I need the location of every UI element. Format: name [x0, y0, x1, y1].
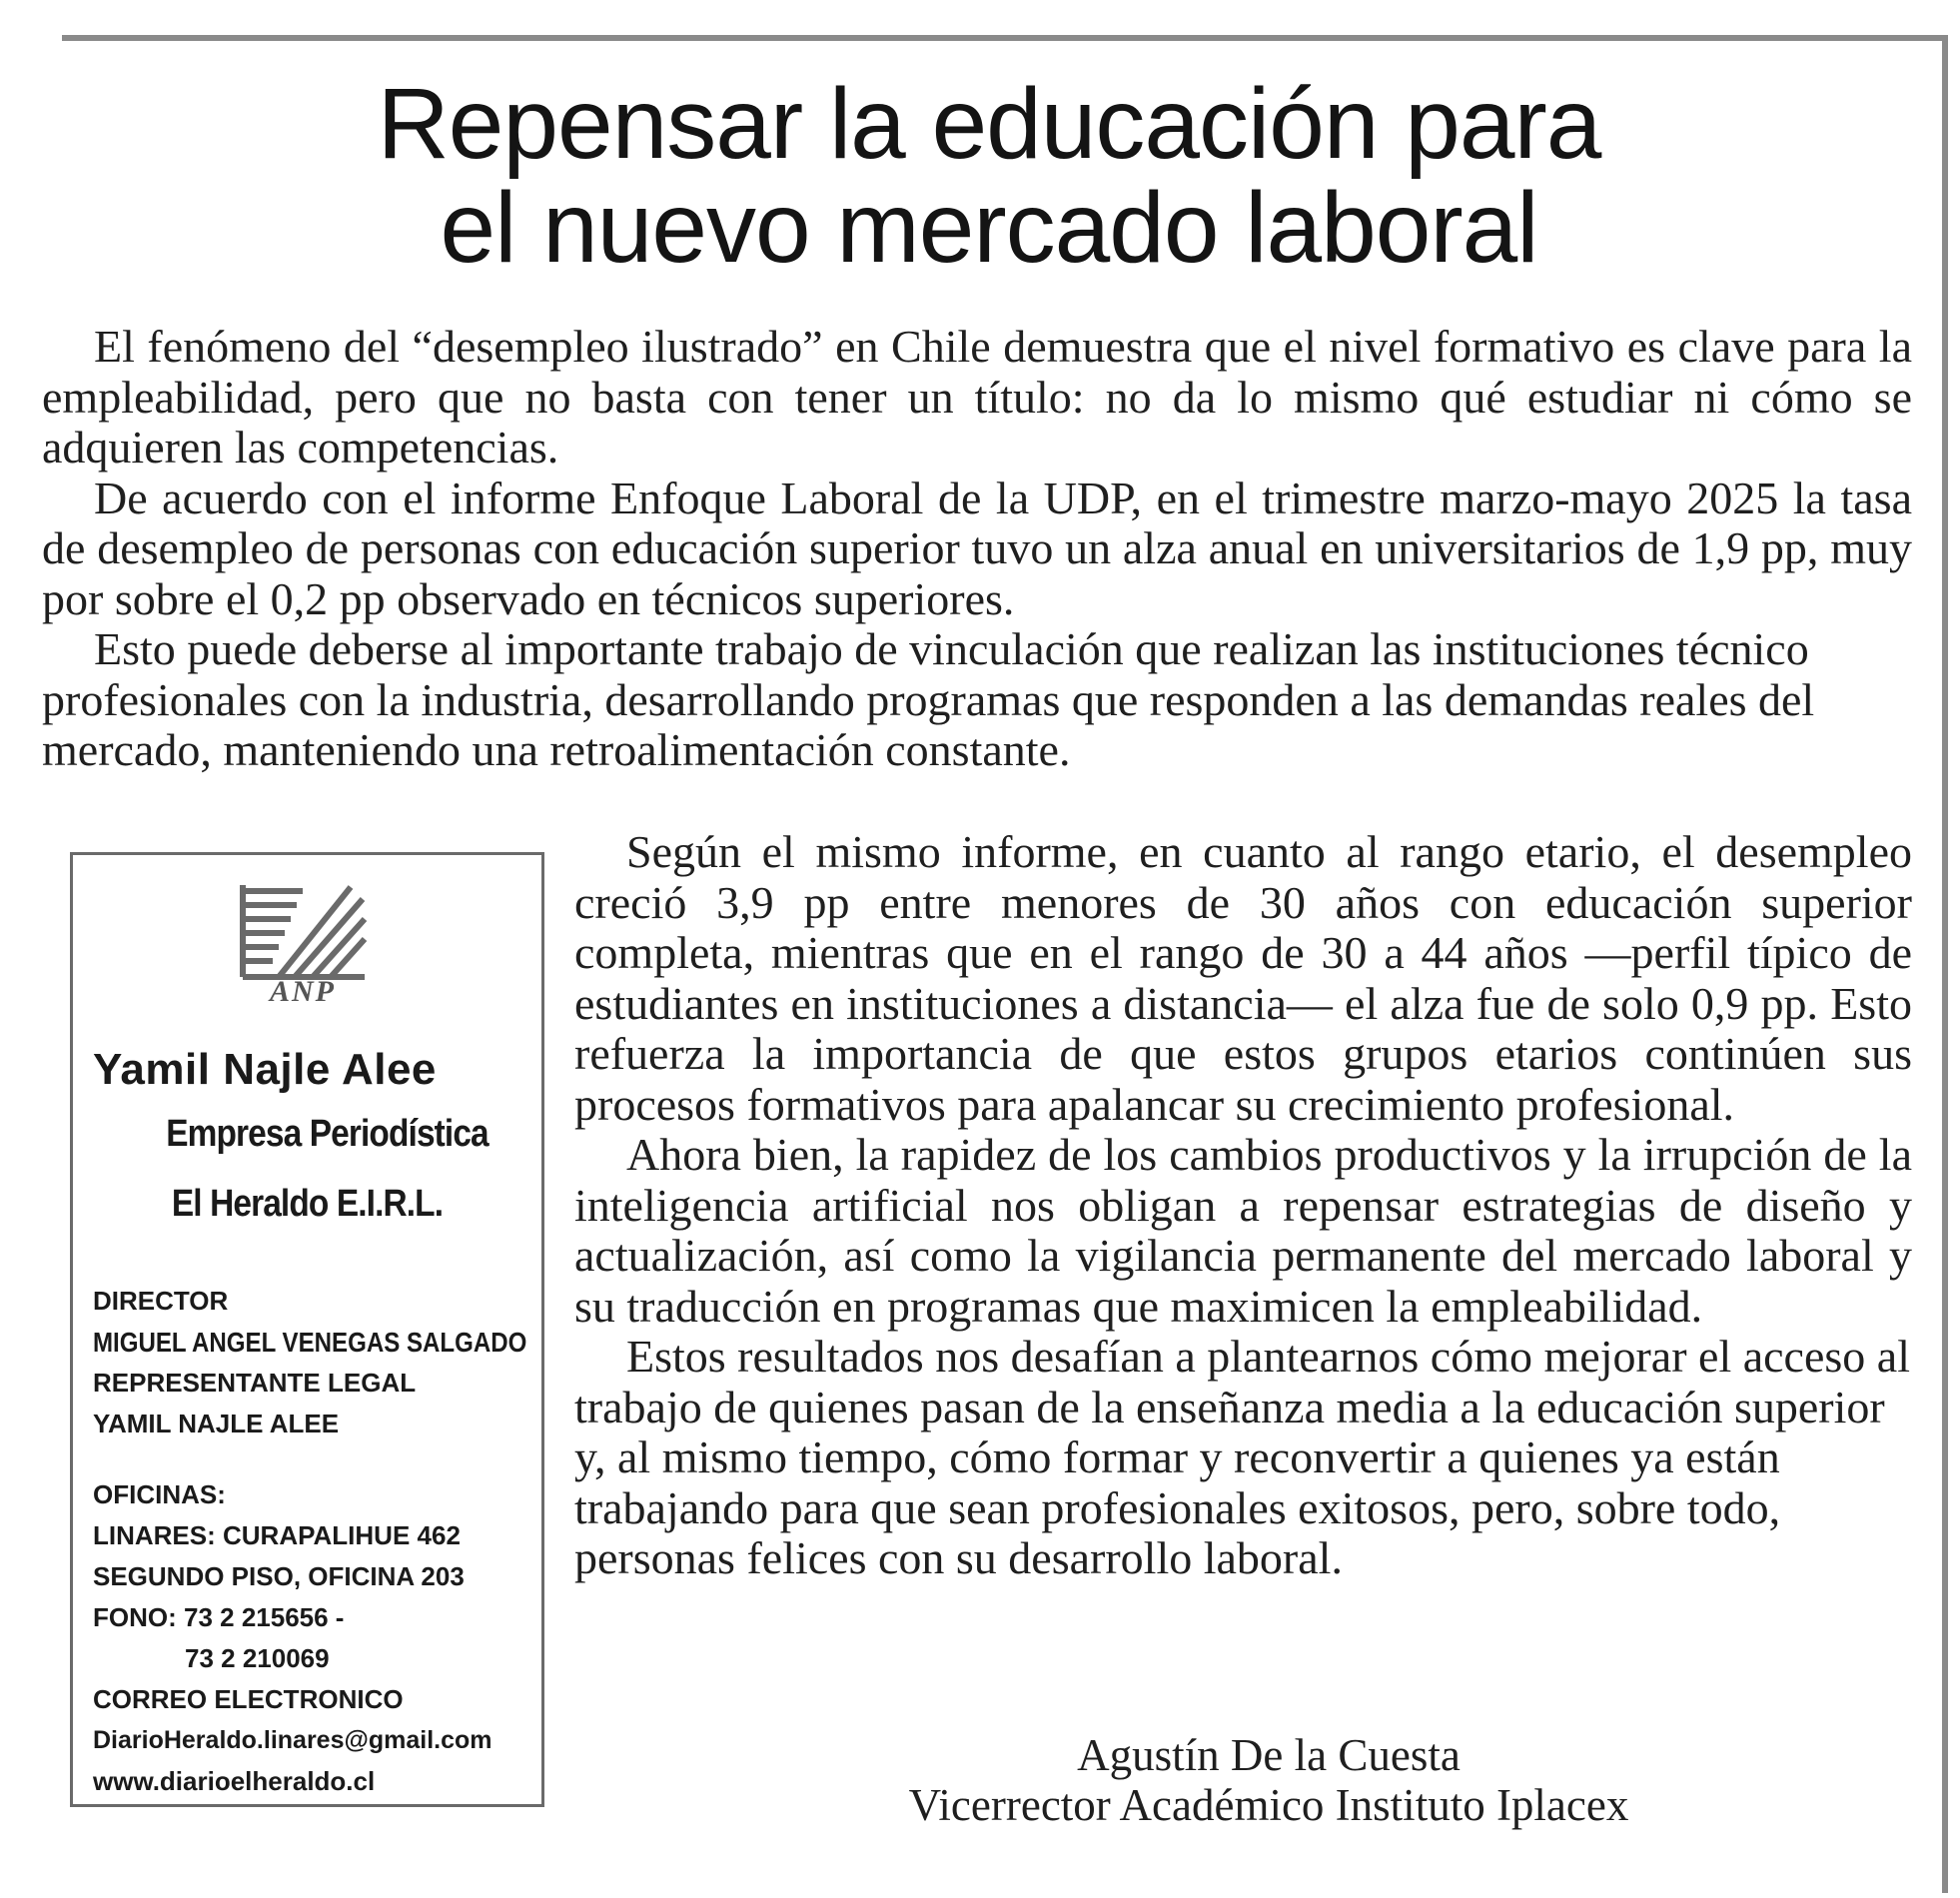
- article-top-text: [42, 322, 1912, 776]
- email-address: DiarioHeraldo.linares@gmail.com: [93, 1726, 492, 1754]
- right-rule: [1942, 35, 1948, 1893]
- article-paragraph: Según el mismo informe, en cuanto al rango etario, el desempleo creció 3,9 pp entre menores de 30 años con educación superior completa, mientras que en el rango de 30 a 44 años —perfil típico de estudiantes en instituciones a distancia— el alza fue de solo 0,9 pp. Esto refuerza la importancia de que estos grupos etarios continúen sus procesos formativos para apalancar su crecimiento profesional.: [574, 826, 1912, 1130]
- top-rule: [62, 35, 1948, 41]
- article-paragraph: De acuerdo con el informe Enfoque Laboral de la UDP, en el trimestre marzo-mayo 2025 la tasa de desempleo de personas con educación superior tuvo un alza anual en universitarios de 1,9 pp, muy por sobre el 0,2 pp observado en técnicos superiores.: [42, 472, 1912, 624]
- article-paragraph: Esto puede deberse al importante trabajo de vinculación que realizan las instituciones técnico profesionales con la industria, desarrollando programas que responden a las demandas reales del mercado, manteniendo una retroalimentación constante.: [42, 623, 1815, 775]
- owner-name: Yamil Najle Alee: [93, 1045, 437, 1094]
- article-paragraph: Ahora bien, la rapidez de los cambios productivos y la irrupción de la inteligencia artificial nos obligan a repensar estrategias de diseño y actualización, así como la vigilancia permanente del mercado laboral y su traducción en programas que maximicen la empleabilidad.: [574, 1129, 1912, 1332]
- headline-line-2: el nuevo mercado laboral: [440, 172, 1538, 284]
- company-name-line-1: Empresa Periodística: [166, 1113, 489, 1155]
- company-name-line-2: El Heraldo E.I.R.L.: [171, 1183, 444, 1225]
- legal-rep-name: YAMIL NAJLE ALEE: [93, 1409, 340, 1438]
- phone-line-2: 73 2 210069: [185, 1643, 330, 1673]
- phone-line-1: FONO: 73 2 215656 -: [93, 1602, 345, 1632]
- article-paragraph: El fenómeno del “desempleo ilustrado” en Chile demuestra que el nivel formativo es clave para la empleabilidad, pero que no basta con tener un título: no da lo mismo qué estudiar ni cómo se adquieren las competencias.: [42, 321, 1912, 473]
- headline: [60, 68, 1918, 284]
- email-label: CORREO ELECTRONICO: [93, 1684, 404, 1714]
- article-column-text: [574, 827, 1912, 1584]
- legal-rep-label: REPRESENTANTE LEGAL: [93, 1368, 417, 1398]
- director-label: DIRECTOR: [93, 1286, 229, 1316]
- author-name: Agustín De la Cuesta: [1077, 1730, 1461, 1780]
- masthead-box: [70, 852, 544, 1807]
- address-line-2: SEGUNDO PISO, OFICINA 203: [93, 1561, 465, 1591]
- address-line-1: LINARES: CURAPALIHUE 462: [93, 1520, 461, 1550]
- headline-line-1: Repensar la educación para: [377, 68, 1601, 180]
- anp-logo-text: ANP: [270, 975, 336, 1008]
- author-title: Vicerrector Académico Instituto Iplacex: [908, 1780, 1629, 1830]
- article-paragraph: Estos resultados nos desafían a plantearnos cómo mejorar el acceso al trabajo de quienes pasan de la enseñanza media a la educación superior y, al mismo tiempo, cómo formar y reconvertir a quienes ya están trabajando para que sean profesionales exitosos, pero, sobre todo, personas felices con su desarrollo laboral.: [574, 1331, 1910, 1583]
- website-link: www.diarioelheraldo.cl: [93, 1766, 376, 1796]
- masthead-info: [93, 1281, 537, 1802]
- director-name: MIGUEL ANGEL VENEGAS SALGADO: [93, 1327, 527, 1358]
- offices-label: OFICINAS:: [93, 1479, 226, 1509]
- author-signature: [639, 1730, 1898, 1830]
